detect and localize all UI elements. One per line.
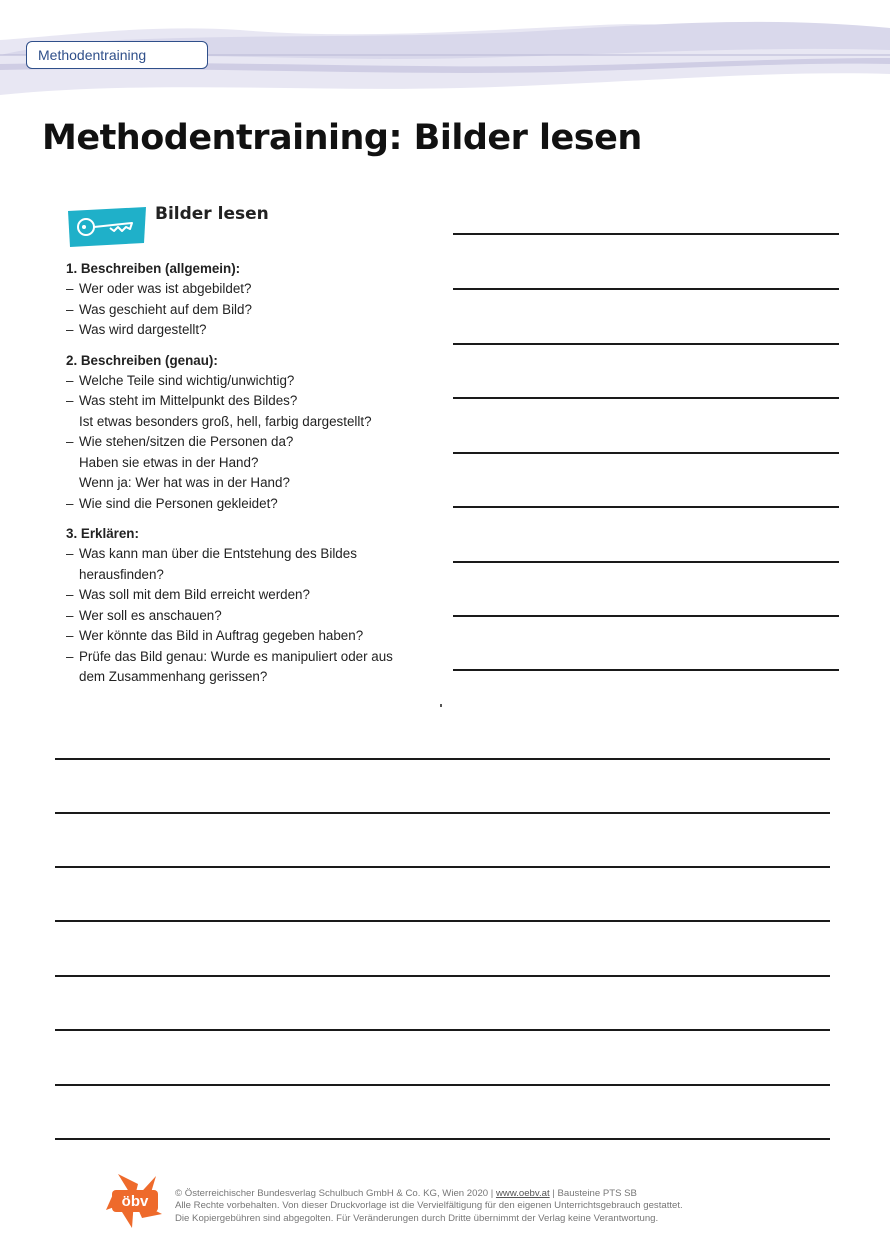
- list-item-continuation: Wenn ja: Wer hat was in der Hand?: [79, 475, 290, 490]
- list-item-text: Wie stehen/sitzen die Personen da?: [79, 434, 294, 449]
- page-title: Methodentraining: Bilder lesen: [42, 118, 642, 158]
- list-item: – Was soll mit dem Bild erreicht werden?: [66, 585, 426, 606]
- guide-box: [66, 254, 426, 688]
- publisher-link[interactable]: www.oebv.at: [495, 1188, 550, 1199]
- section-title: 3. Erklären:: [66, 526, 139, 541]
- answer-line[interactable]: [453, 343, 839, 345]
- footer-copyright: [175, 1188, 683, 1225]
- question-list: [66, 371, 426, 515]
- answer-line[interactable]: [55, 812, 830, 814]
- footer-line-prefix: © Österreichischer Bundesverlag Schulbuch GmbH & Co. KG, Wien 2020 |: [175, 1188, 496, 1199]
- answer-line[interactable]: [55, 920, 830, 922]
- answer-line[interactable]: [55, 975, 830, 977]
- guide-heading: Bilder lesen: [155, 204, 269, 224]
- list-item: – Wer oder was ist abgebildet?: [66, 279, 426, 300]
- answer-line[interactable]: [55, 758, 830, 760]
- question-list: [66, 544, 426, 688]
- list-item: – Wer könnte das Bild in Auftrag gegeben haben?: [66, 626, 426, 647]
- list-item: [66, 432, 426, 494]
- list-item: – Welche Teile sind wichtig/unwichtig?: [66, 371, 426, 392]
- answer-line[interactable]: [453, 452, 839, 454]
- list-item: [66, 391, 426, 432]
- list-item: [66, 647, 426, 688]
- answer-line[interactable]: [55, 866, 830, 868]
- list-item: – Wer soll es anschauen?: [66, 606, 426, 627]
- answer-line[interactable]: [453, 397, 839, 399]
- footer-line: Alle Rechte vorbehalten. Von dieser Druckvorlage ist die Vervielfältigung für den eigenen Unterrichtsgebrauch gestattet.: [175, 1200, 683, 1212]
- footer-line: [175, 1188, 683, 1200]
- list-item-continuation: Haben sie etwas in der Hand?: [79, 454, 259, 470]
- list-item: – Was wird dargestellt?: [66, 320, 426, 341]
- footer-line-suffix: | Bausteine PTS SB: [549, 1188, 637, 1199]
- answer-line[interactable]: [55, 1029, 830, 1031]
- publisher-logo: [104, 1170, 164, 1230]
- footer-line: Die Kopiergebühren sind abgegolten. Für Veränderungen durch Dritte übernimmt der Verlag keine Verantwortung.: [175, 1212, 659, 1224]
- list-item-continuation: dem Zusammenhang gerissen?: [79, 669, 268, 684]
- stray-mark: [440, 704, 442, 707]
- list-item: [66, 544, 426, 585]
- key-icon: [66, 205, 148, 247]
- list-item-continuation: herausfinden?: [79, 566, 164, 582]
- section-tag: Methodentraining: [26, 41, 208, 69]
- list-item-text: Was steht im Mittelpunkt des Bildes?: [79, 393, 298, 408]
- list-item-text: Was kann man über die Entstehung des Bildes: [79, 546, 357, 561]
- question-list: [66, 279, 426, 341]
- answer-line[interactable]: [55, 1138, 830, 1140]
- answer-line[interactable]: [453, 561, 839, 563]
- list-item: – Was geschieht auf dem Bild?: [66, 300, 426, 321]
- logo-text: öbv: [121, 1193, 149, 1210]
- answer-line[interactable]: [453, 506, 839, 508]
- answer-line[interactable]: [453, 669, 839, 671]
- answer-line[interactable]: [453, 288, 839, 290]
- answer-line[interactable]: [453, 233, 839, 235]
- list-item-text: Prüfe das Bild genau: Wurde es manipuliert oder aus: [79, 648, 393, 664]
- answer-line[interactable]: [453, 615, 839, 617]
- list-item-continuation: Ist etwas besonders groß, hell, farbig dargestellt?: [79, 413, 372, 429]
- section-title: 1. Beschreiben (allgemein):: [66, 261, 241, 276]
- answer-line[interactable]: [55, 1084, 830, 1086]
- list-item: – Wie sind die Personen gekleidet?: [66, 494, 426, 515]
- section-title: 2. Beschreiben (genau):: [66, 352, 218, 368]
